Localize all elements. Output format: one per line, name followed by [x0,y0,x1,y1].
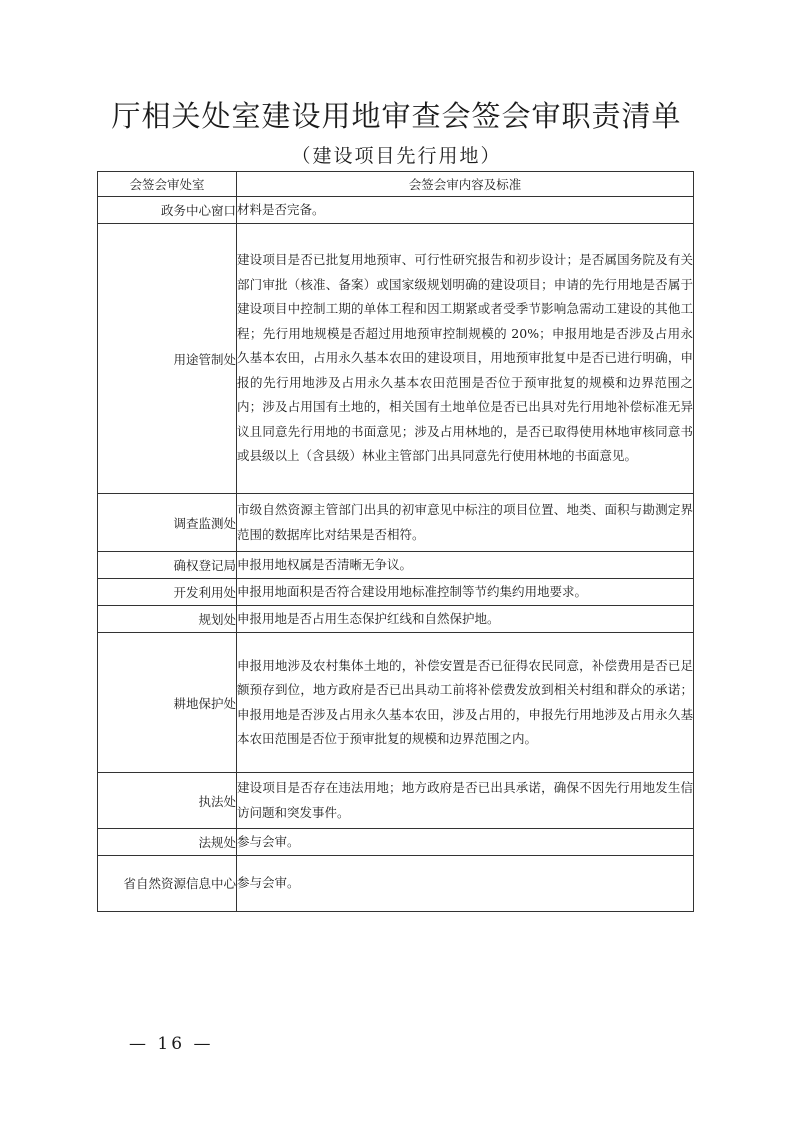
content-cell: 市级自然资源主管部门出具的初审意见中标注的项目位置、地类、面积与勘测定界范围的数据库比对结果是否相符。 [237,494,694,552]
office-cell: 规划处 [98,606,237,633]
office-cell: 法规处 [98,829,237,856]
content-cell: 建设项目是否存在违法用地；地方政府是否已出具承诺，确保不因先行用地发生信访问题和突发事件。 [237,773,694,829]
table-row [98,856,694,912]
header-content: 会签会审内容及标准 [237,172,694,197]
content-cell: 申报用地面积是否符合建设用地标准控制等节约集约用地要求。 [237,579,694,606]
office-cell: 执法处 [98,773,237,829]
table-row [98,773,694,829]
table-row [98,494,694,552]
content-cell: 申报用地涉及农村集体土地的，补偿安置是否已征得农民同意，补偿费用是否已足额预存到位，地方政府是否已出具动工前将补偿费发放到相关村组和群众的承诺；申报用地是否涉及占用永久基本农田，涉及占用的，申报先行用地涉及占用永久基本农田范围是否位于预审批复的规模和边界范围之内。 [237,633,694,773]
document-subtitle: （建设项目先行用地） [291,145,502,167]
table-row [98,579,694,606]
table-header-row [98,172,694,197]
content-cell: 参与会审。 [237,829,694,856]
content-cell: 申报用地是否占用生态保护红线和自然保护地。 [237,606,694,633]
office-cell: 用途管制处 [98,224,237,494]
table-row [98,197,694,224]
responsibility-table [97,171,694,912]
content-cell: 材料是否完备。 [237,197,694,224]
table-row [98,224,694,494]
table-row [98,633,694,773]
table-row [98,552,694,579]
table-row [98,606,694,633]
page-number: — 16 — [129,1034,214,1054]
office-cell: 调查监测处 [98,494,237,552]
office-cell: 省自然资源信息中心 [98,856,237,912]
content-cell: 申报用地权属是否清晰无争议。 [237,552,694,579]
office-cell: 确权登记局 [98,552,237,579]
office-cell: 开发利用处 [98,579,237,606]
content-cell: 建设项目是否已批复用地预审、可行性研究报告和初步设计；是否属国务院及有关部门审批（核准、备案）或国家级规划明确的建设项目；申请的先行用地是否属于建设项目中控制工期的单体工程和因工期紧或者受季节影响急需动工建设的其他工程；先行用地规模是否超过用地预审控制规模的 20%；申报用地是否涉及占用永久基本农田，占用永久基本农田的建设项目，用地预审批复中是否已进行明确，申报的先行用地涉及占用永久基本农田范围是否位于预审批复的规模和边界范围之内；涉及占用国有土地的，相关国有土地单位是否已出具对先行用地补偿标准无异议且同意先行用地的书面意见；涉及占用林地的，是否已取得使用林地审核同意书或县级以上（含县级）林业主管部门出具同意先行使用林地的书面意见。 [237,224,694,494]
content-cell: 参与会审。 [237,856,694,912]
office-cell: 耕地保护处 [98,633,237,773]
header-office: 会签会审处室 [98,172,237,197]
table-row [98,829,694,856]
document-title: 厅相关处室建设用地审查会签会审职责清单 [111,99,682,133]
office-cell: 政务中心窗口 [98,197,237,224]
